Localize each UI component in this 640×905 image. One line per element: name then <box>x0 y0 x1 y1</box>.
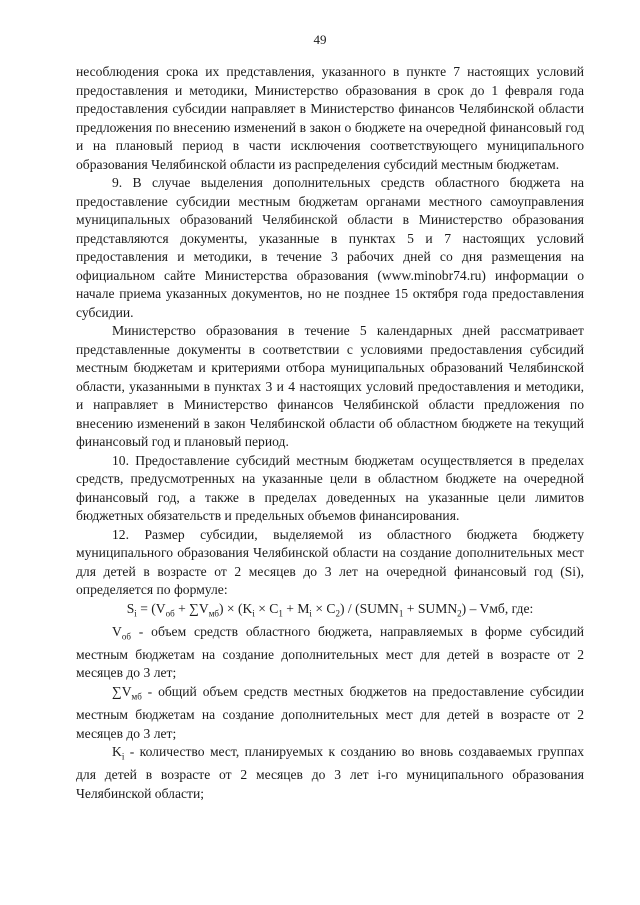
definition-sum-v-mb: $\sum V_{мб}$ - общий объем средств местных бюджетов на предоставление субсидии местным бюджетам на создание дополнительных мест для детей в возрасте от 2 месяцев до 3 лет; <box>76 683 584 741</box>
paragraph-item-10: 10. Предоставление субсидий местным бюджетам осуществляется в пределах средств, предусмотренных на указанные цели в областном бюджете на очередной финансовый год, а также в пределах доведенных на указанные цели лимитов бюджетных обязательств и предельных объемов финансирования. <box>76 452 584 523</box>
definition-v-ob: $V_{об}$ - объем средств областного бюджета, направляемых в форме субсидий местным бюджетам на создание дополнительных мест для детей в возрасте от 2 месяцев до 3 лет; <box>76 623 584 681</box>
paragraph-item-9: 9. В случае выделения дополнительных средств областного бюджета на предоставление субсидии местным бюджетам органами местного самоуправления муниципальных образований Челябинской области в Министерство образования представляются документы, указанные в пунктах 5 и 7 настоящих условий предоставления и методики, в течение 3 рабочих дней со дня размещения на официальном сайте Министерства образования (www.minobr74.ru) информации о начале приема указанных документов, но не позднее 15 октября года предоставления субсидии. <box>76 175 584 320</box>
page-number: 49 <box>313 32 327 47</box>
document-body <box>76 63 584 803</box>
definition-k-i: $K_i$ - количество мест, планируемых к созданию во вновь создаваемых группах для детей в возрасте от 2 месяцев до 3 лет i-го муниципального образования Челябинской области; <box>76 744 584 801</box>
paragraph-ministry-review: Министерство образования в течение 5 календарных дней рассматривает представленные документы в соответствии с условиями предоставления субсидий местным бюджетам и критериями отбора муниципальных образований Челябинской области, указанными в пунктах 3 и 4 настоящих условий предоставления и методики, и направляет в Министерство финансов Челябинской области предложения по внесению изменений в закон Челябинской области об областном бюджете на текущий финансовый год и плановый период. <box>76 323 584 449</box>
subsidy-formula: $S_i = (V_{об} + \sum V_{мб}) \times (K_i \times C_1 + M_i \times C_2)$ / ($SUMN_1$ + $SUMN_2$) – Vмб, где: <box>126 600 534 619</box>
paragraph-item-12: 12. Размер субсидии, выделяемой из областного бюджета бюджету муниципального образования Челябинской области на создание дополнительных мест для детей в возрасте от 2 месяцев до 3 лет на очередной финансовый год (Si), определяется по формуле: <box>76 526 584 597</box>
paragraph-continuation: несоблюдения срока их представления, указанного в пункте 7 настоящих условий предоставления и методики, Министерство образования в срок до 1 февраля года предоставления субсидии направляет в Министерство финансов Челябинской области предложения по внесению изменений в закон о бюджете на очередной финансовый год и на плановый период в части исключения соответствующего муниципального образования Челябинской области из распределения субсидий местным бюджетам. <box>76 64 584 172</box>
